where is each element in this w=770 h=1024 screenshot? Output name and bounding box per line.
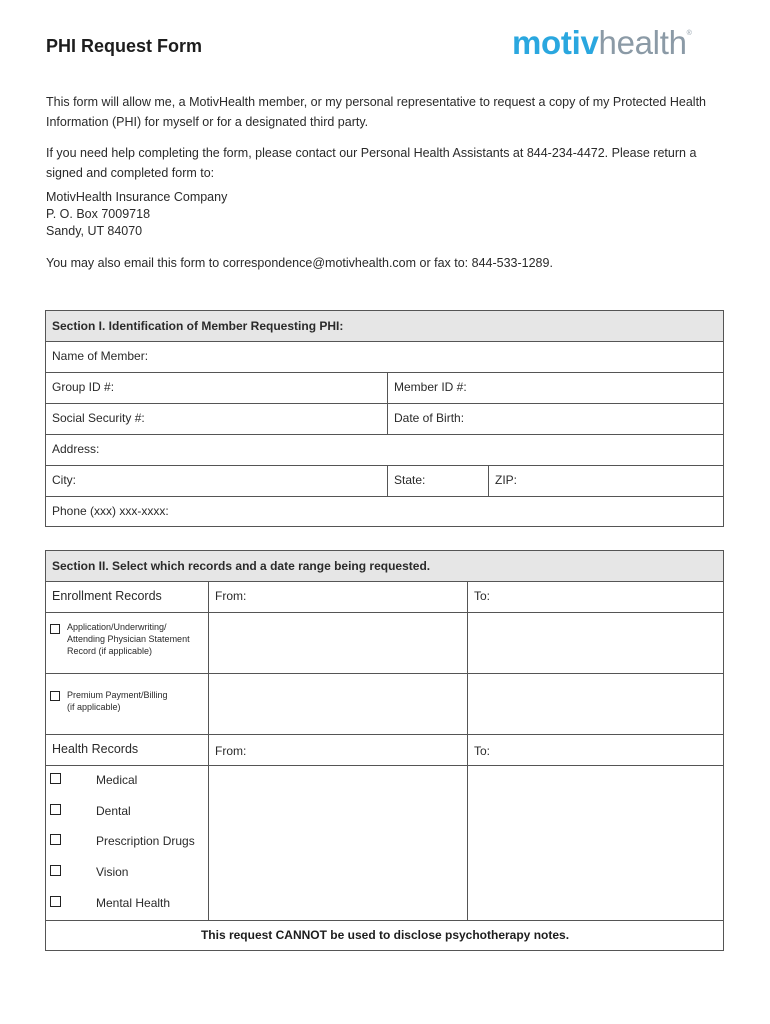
section1-heading: Section I. Identification of Member Requesting PHI: [45,310,724,342]
premium-row-label-cell [45,673,209,735]
member-name-field[interactable]: Name of Member: [45,341,724,373]
premium-checkbox[interactable] [50,691,60,701]
mental-health-checkbox[interactable] [50,896,61,907]
logo-bold-text: motiv [512,24,599,61]
prescription-drugs-label: Prescription Drugs [96,834,195,848]
application-label [67,621,190,657]
city-field[interactable]: City: [45,465,388,497]
intro-paragraph-2: If you need help completing the form, please contact our Personal Health Assistants at 844-234-4472. Please return a signed and completed form to: [46,146,697,180]
premium-to-field[interactable] [467,673,724,735]
logo-light-text: health [598,24,687,61]
section2-heading: Section II. Select which records and a date range being requested. [45,550,724,582]
mailing-address [46,189,227,240]
dob-field[interactable]: Date of Birth: [387,403,724,435]
vision-label: Vision [96,865,129,879]
psychotherapy-note: This request CANNOT be used to disclose psychotherapy notes. [200,928,570,942]
application-label-line: Application/Underwriting/ [67,622,167,632]
motivhealth-logo [512,24,692,62]
health-records-label: Health Records [45,734,209,766]
health-from-header: From: [208,734,468,766]
premium-label-line: (if applicable) [67,702,121,712]
health-to-field[interactable] [467,765,724,921]
state-field[interactable]: State: [387,465,489,497]
email-fax-line: You may also email this form to correspondence@motivhealth.com or fax to: 844-533-1289. [46,256,553,270]
application-label-line: Record (if applicable) [67,646,153,656]
medical-label: Medical [96,773,138,787]
application-label-line: Attending Physician Statement [67,634,190,644]
address-line: MotivHealth Insurance Company [46,190,228,204]
group-id-field[interactable]: Group ID #: [45,372,388,404]
dental-checkbox[interactable] [50,804,61,815]
premium-from-field[interactable] [208,673,468,735]
enrollment-to-header: To: [467,581,724,613]
application-checkbox[interactable] [50,624,60,634]
medical-checkbox[interactable] [50,773,61,784]
health-to-header: To: [467,734,724,766]
zip-field[interactable]: ZIP: [488,465,724,497]
address-field[interactable]: Address: [45,434,724,466]
enrollment-records-label: Enrollment Records [45,581,209,613]
mental-health-label: Mental Health [96,896,171,910]
vision-checkbox[interactable] [50,865,61,876]
application-row-label-cell [45,612,209,674]
application-from-field[interactable] [208,612,468,674]
phone-field[interactable]: Phone (xxx) xxx-xxxx: [45,496,724,527]
address-line: Sandy, UT 84070 [46,224,143,238]
premium-label-line: Premium Payment/Billing [67,690,168,700]
intro-paragraph-1: This form will allow me, a MotivHealth member, or my personal representative to request a copy of my Protected Health Information (PHI) for myself or for a designated third party. [46,95,706,129]
address-line: P. O. Box 7009718 [46,207,151,221]
page-title: PHI Request Form [46,36,203,56]
prescription-drugs-checkbox[interactable] [50,834,61,845]
health-from-field[interactable] [208,765,468,921]
application-to-field[interactable] [467,612,724,674]
dental-label: Dental [96,804,131,818]
registered-mark: ® [686,30,692,37]
ssn-field[interactable]: Social Security #: [45,403,388,435]
enrollment-from-header: From: [208,581,468,613]
premium-label [67,689,168,713]
member-id-field[interactable]: Member ID #: [387,372,724,404]
